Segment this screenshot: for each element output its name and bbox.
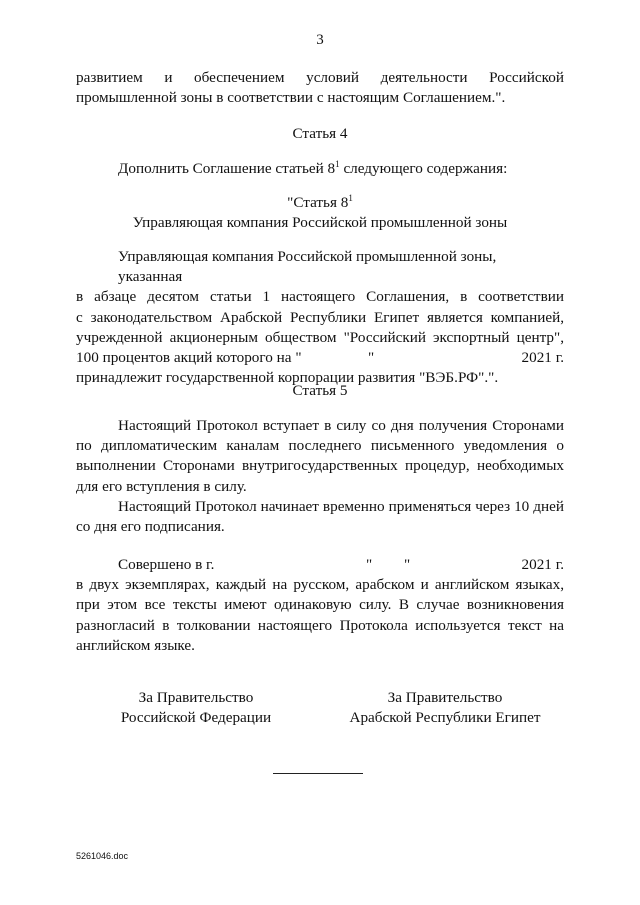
done-quote-close: " — [404, 556, 411, 573]
word: условий — [306, 69, 360, 86]
signature-russia-line-1: За Правительство — [138, 689, 254, 706]
done-quote-open: " — [366, 556, 373, 573]
quoted-article-title — [76, 193, 564, 233]
article-5-paragraph-2: Настоящий Протокол начинает временно применяться через 10 дней со дня его подписания. — [76, 497, 564, 536]
body-line: с законодательством Арабской Республики Египет является компанией, — [76, 308, 564, 326]
quoted-article-body — [76, 247, 564, 388]
signature-egypt-line-1: За Правительство — [387, 689, 503, 706]
superscript: 1 — [335, 159, 340, 169]
quoted-subtitle: Управляющая компания Российской промышленной зоны — [132, 214, 508, 232]
date-line — [76, 348, 564, 368]
word: развитием — [76, 69, 143, 86]
superscript: 1 — [348, 193, 353, 203]
date-line-left: 100 процентов акций которого на " — [76, 349, 302, 367]
article-4 — [76, 124, 564, 144]
article-5-paragraph-1: Настоящий Протокол вступает в силу со дня получения Сторонами по дипломатическим каналам последнего письменного уведомления о выполнении Сторонами внутригосударственных процедур, необходимых для его вступления в силу. — [76, 417, 564, 495]
done-year: 2021 г. — [521, 556, 564, 573]
word: Российской — [489, 69, 564, 86]
article-4-heading: Статья 4 — [292, 125, 348, 142]
signature-russia — [96, 688, 296, 728]
body-line: принадлежит государственной корпорации развития "ВЭБ.РФ".". — [76, 369, 499, 387]
done-rest: в двух экземплярах, каждый на русском, арабском и английском языках, при этом все тексты имеют одинаковую силу. В случае возникновения разногласий в толковании настоящего Протокола используется текст на английском языке. — [76, 576, 564, 654]
intro-text: следующего содержания: — [339, 160, 508, 177]
word: деятельности — [380, 69, 468, 86]
body-line: Управляющая компания Российской промышленной зоны, указанная — [118, 248, 497, 286]
date-line-year: 2021 г. — [521, 349, 564, 367]
page-number: 3 — [316, 32, 324, 48]
article-5-heading: Статья 5 — [292, 382, 348, 399]
end-rule — [273, 773, 363, 774]
word: обеспечением — [194, 69, 285, 86]
signature-egypt — [340, 688, 550, 728]
continuation-line-1 — [76, 68, 564, 88]
done-left: Совершено в г. — [118, 556, 215, 573]
body-line: учрежденной акционерным обществом "Российский экспортный центр", — [76, 328, 564, 346]
article-4-intro — [76, 159, 564, 179]
date-line-quote: " — [368, 349, 375, 367]
word: и — [164, 69, 173, 86]
done-clause — [76, 555, 564, 656]
signature-russia-line-2: Российской Федерации — [120, 709, 272, 727]
footer-filename: 5261046.doc — [76, 851, 129, 861]
continuation-paragraph — [76, 68, 564, 108]
intro-text: Дополнить Соглашение статьей 8 — [118, 160, 336, 177]
done-line — [76, 555, 564, 575]
signature-egypt-line-2: Арабской Республики Египет — [349, 709, 541, 727]
quoted-title: "Статья 8 — [287, 194, 349, 211]
body-line: в абзаце десятом статьи 1 настоящего Соглашения, в соответствии — [76, 288, 564, 306]
continuation-line-2: промышленной зоны в соответствии с настоящим Соглашением.". — [76, 89, 506, 107]
article-5-body — [76, 416, 564, 537]
